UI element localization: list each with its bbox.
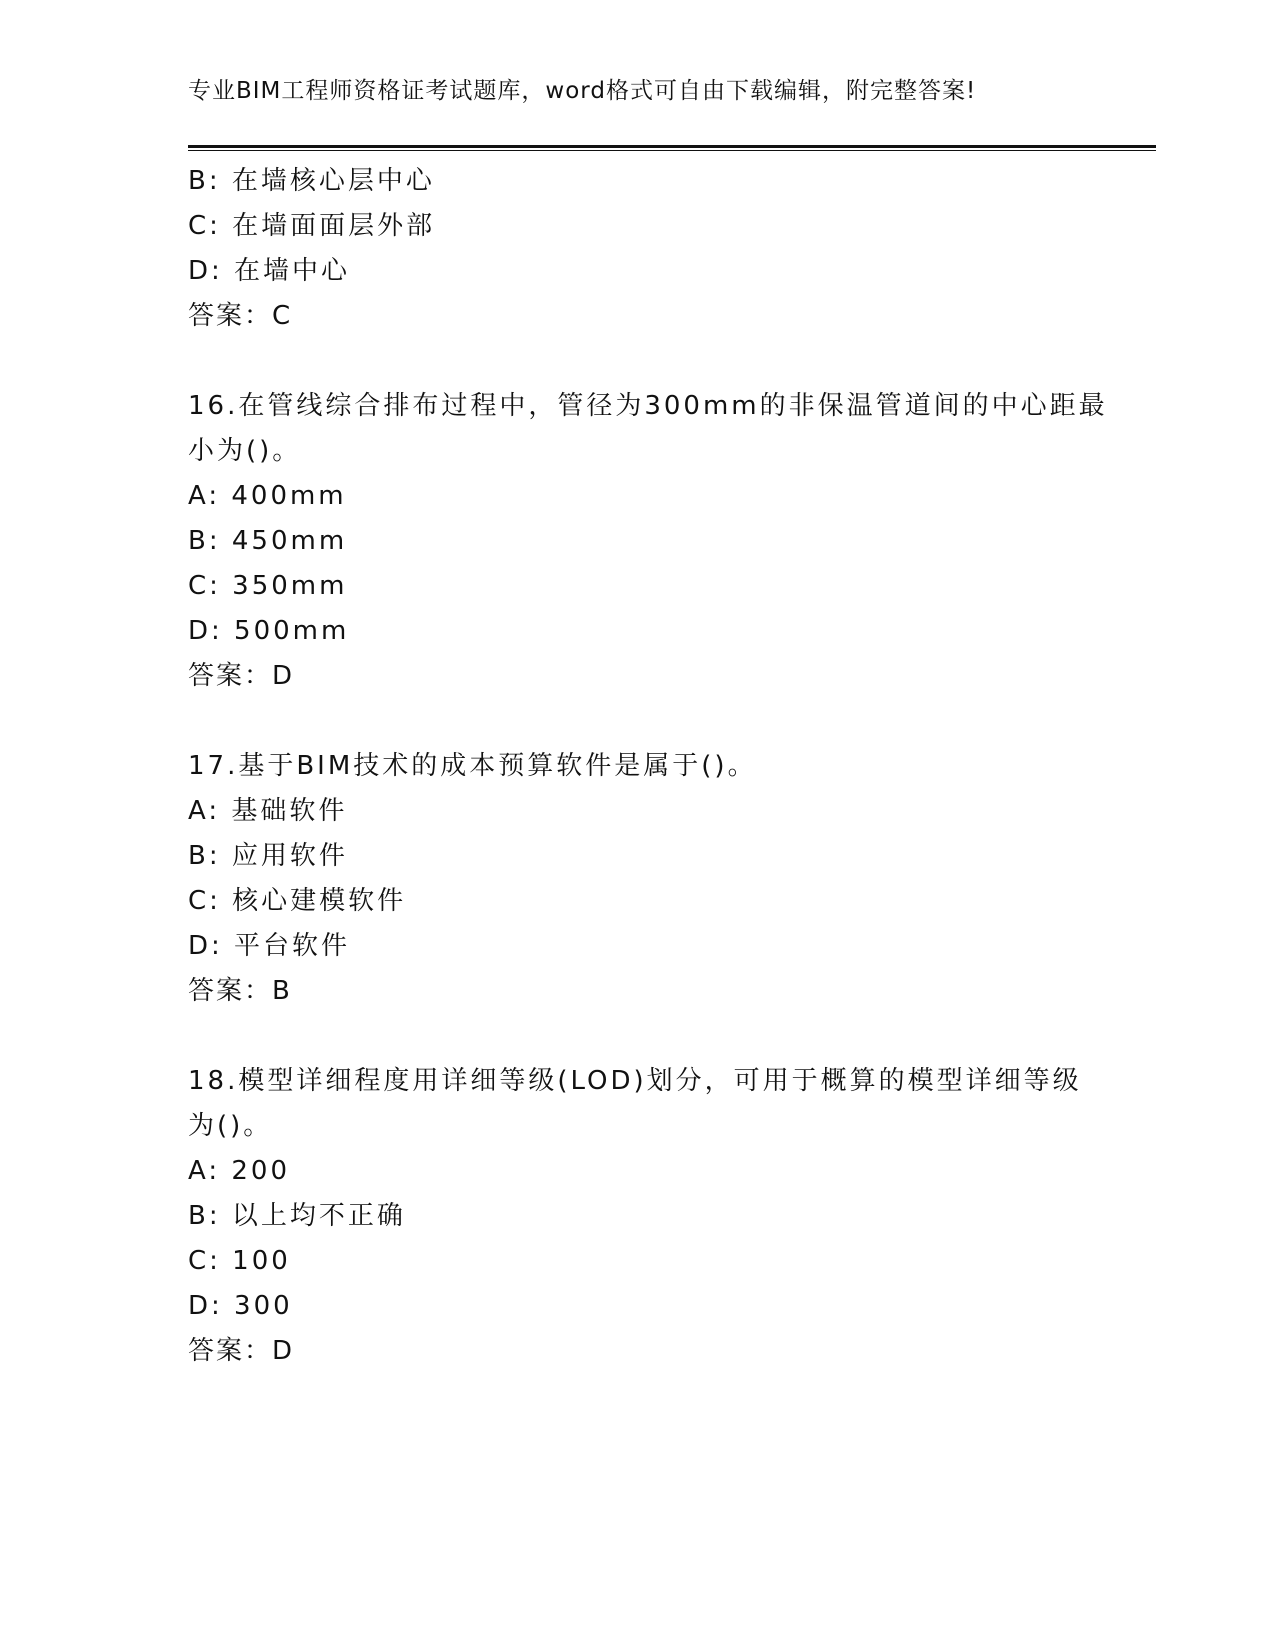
question-list: [188, 159, 1108, 1374]
option-c: C: 100: [188, 1246, 291, 1276]
question-17: [188, 744, 1088, 1014]
question-text: 16.在管线综合排布过程中，管径为300mm的非保温管道间的中心距最: [188, 391, 1108, 421]
answer: 答案：B: [188, 976, 292, 1006]
option-b: B: 应用软件: [188, 841, 348, 871]
option-c: C: 350mm: [188, 571, 348, 601]
option-a: A: 400mm: [188, 481, 347, 511]
option-a: A: 基础软件: [188, 796, 348, 826]
page-header: 专业BIM工程师资格证考试题库，word格式可自由下载编辑，附完整答案!: [188, 78, 977, 104]
answer: 答案：C: [188, 301, 293, 331]
question-16: [188, 384, 1108, 699]
header-divider: [188, 145, 1156, 151]
answer: 答案：D: [188, 1336, 295, 1366]
answer: 答案：D: [188, 661, 295, 691]
option-a: A: 200: [188, 1156, 290, 1186]
option-b: B: 在墙核心层中心: [188, 166, 435, 196]
question-text-continued: 小为()。: [188, 436, 302, 466]
option-b: B: 以上均不正确: [188, 1201, 406, 1231]
option-d: D: 在墙中心: [188, 256, 351, 286]
question-text: 17.基于BIM技术的成本预算软件是属于()。: [188, 751, 757, 781]
question-text-continued: 为()。: [188, 1111, 273, 1141]
option-d: D: 300: [188, 1291, 293, 1321]
option-d: D: 500mm: [188, 616, 350, 646]
option-d: D: 平台软件: [188, 931, 351, 961]
question-18: [188, 1059, 1088, 1374]
option-c: C: 在墙面面层外部: [188, 211, 436, 241]
option-c: C: 核心建模软件: [188, 886, 407, 916]
option-b: B: 450mm: [188, 526, 348, 556]
question-text: 18.模型详细程度用详细等级(LOD)划分，可用于概算的模型详细等级: [188, 1066, 1082, 1096]
previous-question-tail: [188, 159, 1088, 339]
